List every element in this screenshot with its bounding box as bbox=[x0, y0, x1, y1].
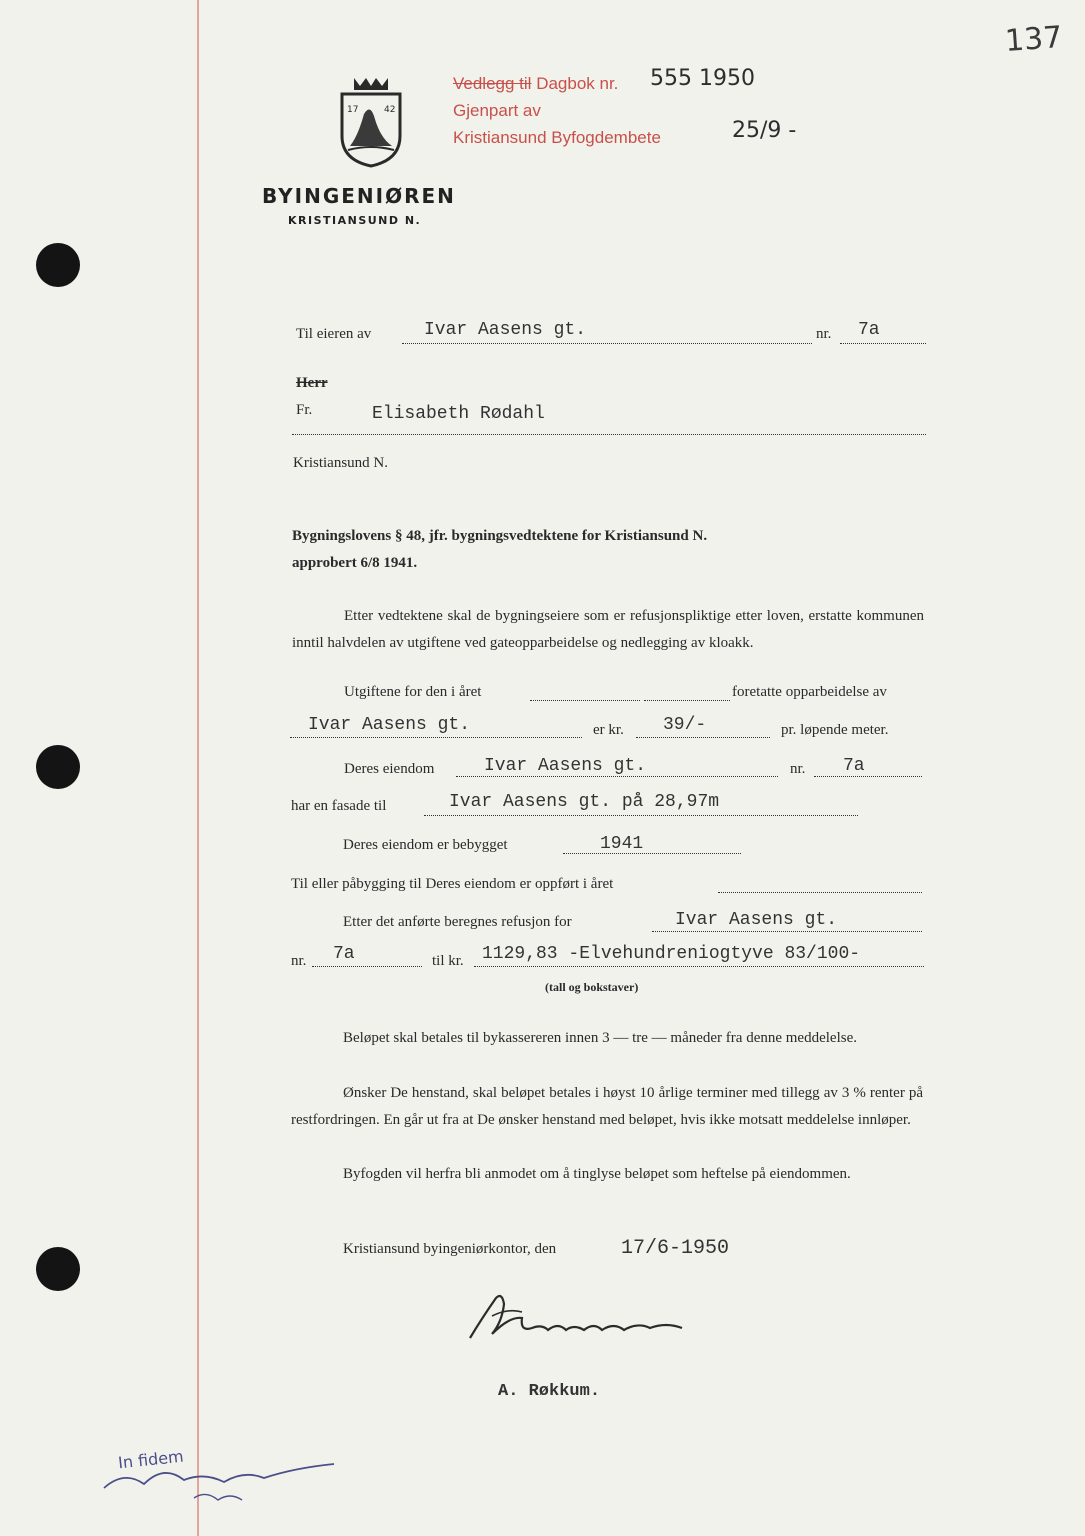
punch-hole bbox=[36, 243, 80, 287]
recipient-city: Kristiansund N. bbox=[293, 455, 388, 471]
bebygget-field-line bbox=[563, 853, 741, 854]
logo-year-right: 42 bbox=[384, 105, 396, 115]
nr-field-line bbox=[840, 343, 926, 344]
til-kr-label: til kr. bbox=[432, 953, 464, 969]
til-eieren-label: Til eieren av bbox=[296, 326, 372, 342]
beregnes-label: Etter det anførte beregnes refusjon for bbox=[343, 914, 572, 930]
footer-signature-scribble bbox=[94, 1450, 344, 1506]
amount-field-line bbox=[474, 966, 924, 967]
in-fidem-stamp: In fidem bbox=[117, 1446, 185, 1473]
nr2-field-line bbox=[312, 966, 422, 967]
er-kr-label: er kr. bbox=[593, 722, 624, 738]
tall-og-bokstaver-label: (tall og bokstaver) bbox=[545, 980, 639, 994]
paabygging-label: Til eller påbygging til Deres eiendom er oppført i året bbox=[291, 876, 614, 892]
fasade-label: har en fasade til bbox=[291, 798, 387, 814]
paragraph-vedtektene: Etter vedtektene skal de bygningseiere som er refusjonspliktige etter loven, erstatte kommunen inntil halvdelen av utgiftene ved gateopparbeidelse og nedlegging av kloakk. bbox=[292, 608, 924, 651]
closing-place-label: Kristiansund byingeniørkontor, den bbox=[343, 1241, 557, 1257]
organization-name: BYINGENIØREN bbox=[262, 184, 456, 208]
year-field-line-1 bbox=[530, 700, 640, 701]
recipient-name: Elisabeth Rødahl bbox=[372, 404, 545, 424]
stamp-dagbok-value: 555 1950 bbox=[650, 66, 755, 91]
paabygging-field-line bbox=[718, 892, 922, 893]
amount-value: 1129,83 -Elvehundreniogtyve 83/100- bbox=[482, 944, 861, 964]
logo-year-left: 17 bbox=[347, 105, 359, 115]
foretatte-label: foretatte opparbeidelse av bbox=[732, 684, 887, 700]
coat-of-arms-logo bbox=[336, 74, 406, 170]
signer-name: A. Røkkum. bbox=[498, 1382, 601, 1401]
recipient-nr-label: nr. bbox=[816, 326, 832, 342]
body-street: Ivar Aasens gt. bbox=[308, 715, 471, 735]
nr2-value: 7a bbox=[333, 944, 355, 964]
handwritten-signature bbox=[462, 1288, 692, 1352]
fr-label: Fr. bbox=[296, 402, 313, 418]
fasade-field-line bbox=[424, 815, 858, 816]
paragraph-betales: Beløpet skal betales til bykassereren innen 3 — tre — måneder fra denne meddelelse. bbox=[343, 1030, 857, 1046]
body-street-line bbox=[290, 737, 582, 738]
eiendom-nr-label: nr. bbox=[790, 761, 806, 777]
street-field-line bbox=[402, 343, 812, 344]
per-meter-label: pr. løpende meter. bbox=[781, 722, 889, 738]
stamp-struck-text: Vedlegg til bbox=[453, 74, 532, 93]
law-heading-line-1: Bygningslovens § 48, jfr. bygningsvedtektene for Kristiansund N. bbox=[292, 528, 708, 544]
eiendom-label: Deres eiendom bbox=[344, 761, 435, 777]
eiendom-nr-line bbox=[814, 776, 922, 777]
recipient-nr: 7a bbox=[858, 320, 880, 340]
margin-rule bbox=[197, 0, 199, 1536]
eiendom-street-line bbox=[456, 776, 778, 777]
price-value: 39/- bbox=[663, 715, 707, 735]
closing-date: 17/6-1950 bbox=[621, 1237, 730, 1260]
year-field-line-2 bbox=[644, 700, 730, 701]
nr2-label: nr. bbox=[291, 953, 307, 969]
punch-hole bbox=[36, 1247, 80, 1291]
eiendom-street: Ivar Aasens gt. bbox=[484, 756, 647, 776]
bebygget-year: 1941 bbox=[600, 834, 644, 854]
punch-hole bbox=[36, 745, 80, 789]
beregnes-field-line bbox=[652, 931, 922, 932]
paragraph-henstand: Ønsker De henstand, skal beløpet betales i høyst 10 årlige terminer med tillegg av 3 % renter på restfordringen. En går ut fra at De ønsker henstand med beløpet, hvis ikke motsatt meddelelse innløper. bbox=[291, 1085, 923, 1128]
herr-label: Herr bbox=[296, 375, 328, 391]
stamp-dagbok-label: Dagbok nr. bbox=[536, 74, 619, 93]
beregnes-street: Ivar Aasens gt. bbox=[675, 910, 838, 930]
organization-city: KRISTIANSUND N. bbox=[288, 214, 422, 227]
name-field-line bbox=[292, 434, 926, 435]
fasade-value: Ivar Aasens gt. på 28,97m bbox=[449, 792, 720, 812]
recipient-street: Ivar Aasens gt. bbox=[424, 320, 587, 340]
paragraph-tinglyse: Byfogden vil herfra bli anmodet om å tinglyse beløpet som heftelse på eiendommen. bbox=[343, 1166, 851, 1182]
stamp-line-3: Kristiansund Byfogdembete bbox=[453, 128, 661, 147]
eiendom-nr: 7a bbox=[843, 756, 865, 776]
page-number: 137 bbox=[1003, 20, 1064, 59]
stamp-line-2: Gjenpart av bbox=[453, 101, 541, 120]
bebygget-label: Deres eiendom er bebygget bbox=[343, 837, 508, 853]
price-field-line bbox=[636, 737, 770, 738]
stamp-line-1 bbox=[453, 74, 618, 94]
stamp-date-value: 25/9 - bbox=[732, 118, 797, 143]
law-heading-line-2: approbert 6/8 1941. bbox=[292, 555, 418, 571]
utgiftene-label: Utgiftene for den i året bbox=[344, 684, 482, 700]
